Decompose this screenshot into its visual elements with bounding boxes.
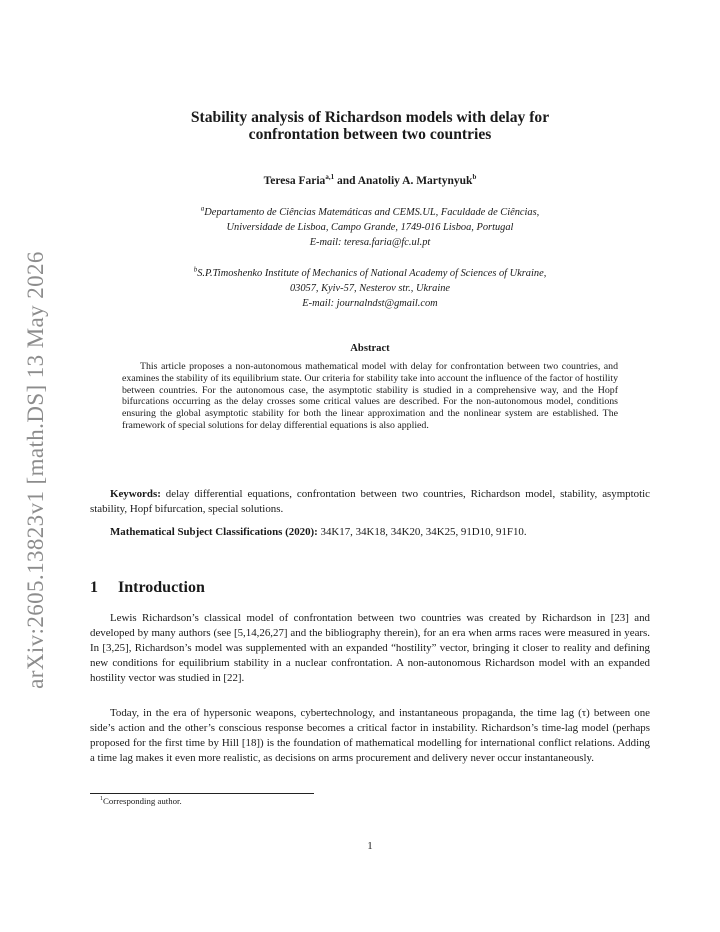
author-2-sup: b	[472, 173, 477, 182]
section-number: 1	[90, 579, 98, 596]
affiliation-b	[90, 266, 650, 311]
affiliation-a-email: E-mail: teresa.faria@fc.ul.pt	[309, 237, 431, 248]
affiliation-a-line-2: Universidade de Lisboa, Campo Grande, 1749-016 Lisboa, Portugal	[226, 222, 514, 233]
intro-paragraph-1: Lewis Richardson’s classical model of confrontation between two countries was created by Richardson in [23] and developed by many authors (see [5,14,26,27] and the bibliography therein), for an era when arms races were measured in years. In [3,25], Richardson’s model was supplemented with an expanded “hostility” vector, bringing it closer to reality and defining new conditions for equilibrium stability in a nuclear confrontation. A non-autonomous Richardson model with an expanded hostility vector was studied in [22].	[90, 612, 650, 685]
msc-text: 34K17, 34K18, 34K20, 34K25, 91D10, 91F10.	[317, 526, 527, 538]
page-number: 1	[367, 840, 373, 852]
keywords	[90, 487, 650, 516]
section-heading	[90, 579, 205, 597]
intro-paragraph-2: Today, in the era of hypersonic weapons, cybertechnology, and instantaneous propaganda, the time lag (τ) between one side’s action and the other’s conscious response becomes a critical factor in instability. Richardson’s time-lag model (perhaps proposed for the first time by Hill [18]) is the foundation of mathematical modelling for international conflict relations. Adding a time lag makes it even more realistic, as decisions on arms procurement and delivery never occur instantaneously.	[90, 707, 650, 765]
keywords-text: delay differential equations, confrontation between two countries, Richardson model, stability, asymptotic stability, Hopf bifurcation, special solutions.	[90, 488, 650, 515]
author-1-sup: a,1	[325, 173, 335, 182]
section-title: Introduction	[118, 579, 205, 596]
footnote	[100, 796, 182, 806]
affiliation-b-line-1: S.P.Timoshenko Institute of Mechanics of National Academy of Sciences of Ukraine,	[197, 268, 547, 279]
paper-title	[90, 109, 650, 143]
author-conj: and	[334, 175, 358, 187]
msc-label: Mathematical Subject Classifications (2020):	[110, 526, 318, 538]
title-line-1: Stability analysis of Richardson models with delay for	[190, 109, 550, 126]
affiliation-b-email: E-mail: journalndst@gmail.com	[302, 298, 438, 309]
affiliation-a-line-1: Departamento de Ciências Matemáticas and CEMS.UL, Faculdade de Ciências,	[204, 207, 540, 218]
affiliation-a-sup: a	[200, 204, 205, 213]
title-line-2: confrontation between two countries	[248, 126, 492, 143]
affiliation-b-line-2: 03057, Kyiv-57, Nesterov str., Ukraine	[289, 283, 451, 294]
arxiv-stamp: arXiv:2605.13823v1 [math.DS] 13 May 2026	[23, 251, 48, 689]
author-1: Teresa Faria	[263, 175, 326, 187]
author-2: Anatoliy A. Martynyuk	[357, 175, 473, 187]
affiliation-b-sup: b	[193, 265, 198, 274]
footnote-sup: 1	[100, 796, 103, 803]
abstract-heading: Abstract	[350, 343, 390, 354]
author-line	[90, 175, 650, 187]
affiliation-a	[90, 205, 650, 250]
footnote-rule	[90, 793, 314, 794]
msc-classification	[90, 526, 650, 538]
footnote-text: Corresponding author.	[103, 796, 182, 806]
keywords-label: Keywords:	[110, 488, 161, 500]
abstract-text: This article proposes a non-autonomous mathematical model with delay for confrontation between two countries, and examines the stability of its equilibrium state. Our criteria for stability take into account the influence of the factor of hostility between countries. For the autonomous case, the asymptotic stability is studied in a comprehensive way, and the Hopf bifurcations occurring as the delay crosses some critical values are described. For the non-autonomous model, conditions ensuring the global asymptotic stability for both the linear approximation and the nonlinear system are established. The framework of special solutions for delay differential equations is also applied.	[122, 361, 618, 431]
